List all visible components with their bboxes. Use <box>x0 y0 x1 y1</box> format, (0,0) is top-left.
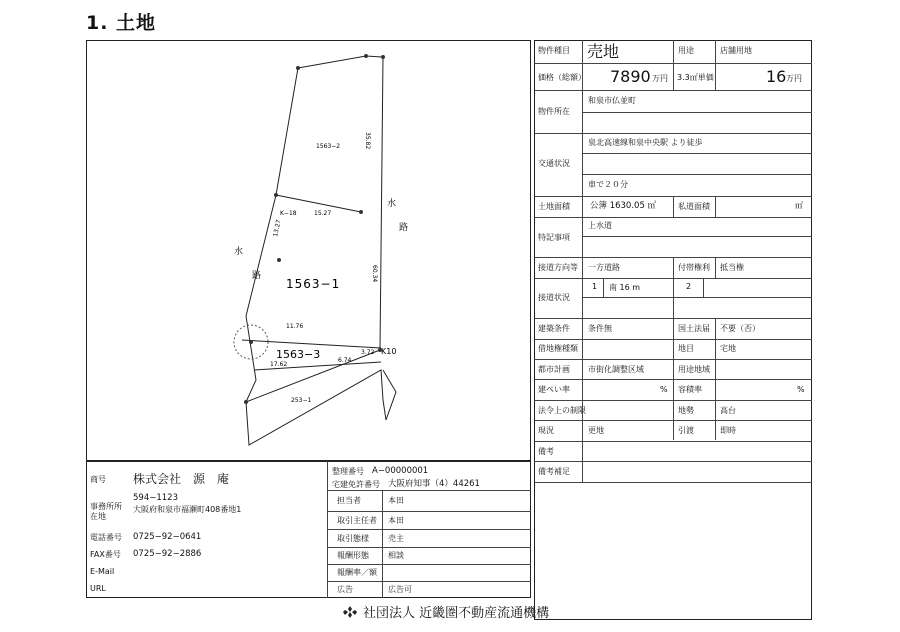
rep-label: 担当者 <box>337 496 361 505</box>
tel-value: 0725−92−0641 <box>133 532 202 542</box>
chief-label: 取引主任者 <box>337 516 377 525</box>
supp-rights-value: 抵当権 <box>720 263 744 272</box>
notes-label: 特記事項 <box>538 233 570 242</box>
dim-mid-3: 6.74 <box>338 357 352 364</box>
transport-line1: 泉北高速線和泉中央駅 より徒歩 <box>588 138 703 147</box>
road-status-label: 接道状況 <box>538 293 570 302</box>
waterway-left-1: 水 <box>234 247 244 257</box>
dim-side-1: 60.34 <box>371 265 378 283</box>
road-dir-value: 一方道路 <box>588 263 620 272</box>
use-value: 店舗用地 <box>720 46 752 55</box>
city-plan-value: 市街化調整区域 <box>588 365 644 374</box>
building-cond-value: 条件無 <box>588 324 612 333</box>
waterway-right-2: 路 <box>399 223 409 233</box>
fee-form-label: 報酬形態 <box>337 551 369 560</box>
city-plan-label: 都市計画 <box>538 365 570 374</box>
use-label: 用途 <box>678 46 694 55</box>
price-unit: 万円 <box>652 74 668 83</box>
fee-rate-label: 報酬率／額 <box>337 568 377 577</box>
price-label: 価格（総額） <box>538 73 586 82</box>
lot-sub-label: 1563−3 <box>276 348 321 361</box>
land-cat-label: 地目 <box>678 344 694 353</box>
deal-label: 取引態様 <box>337 534 369 543</box>
tsubo-label: 3.3㎡単価 <box>677 73 714 82</box>
remarks2-label: 備考補足 <box>538 467 570 476</box>
type-label: 物件種目 <box>538 46 570 55</box>
fax-value: 0725−92−2886 <box>133 549 202 559</box>
far-unit: % <box>797 385 805 394</box>
dim-side-2: 35.82 <box>364 132 371 150</box>
license-label: 宅建免許番号 <box>332 480 380 489</box>
tsubo-value: 16 <box>766 67 787 86</box>
road-2-no: 2 <box>686 282 692 291</box>
remarks-label: 備考 <box>538 447 554 456</box>
footer-org-name: 社団法人 近畿圏不動産流通機構 <box>363 606 550 621</box>
land-rights-label: 借地権種類 <box>538 344 578 353</box>
location-label: 物件所在 <box>538 107 570 116</box>
land-cat-value: 宅地 <box>720 344 736 353</box>
current-label: 現況 <box>538 426 554 435</box>
dim-upper: 15.27 <box>314 210 332 217</box>
private-road-label: 私道面積 <box>678 202 710 211</box>
license-value: 大阪府知事（4）44261 <box>388 479 480 489</box>
reg-no-label: 整理番号 <box>332 467 364 476</box>
handover-label: 引渡 <box>678 426 694 435</box>
access-value: 高台 <box>720 406 736 415</box>
url-label: URL <box>90 584 106 593</box>
price-value: 7890 <box>610 67 651 86</box>
deal-value: 売主 <box>388 534 404 543</box>
bcr-unit: % <box>660 385 668 394</box>
waterway-right-1: 水 <box>387 199 397 209</box>
legal-limit-label: 法令上の制限 <box>538 406 586 415</box>
road-dir-label: 接道方向等 <box>538 263 578 272</box>
type-value: 売地 <box>587 42 620 61</box>
notes-value: 上水道 <box>588 221 612 230</box>
company-name-label: 商号 <box>90 475 106 484</box>
page-title: 1. 土地 <box>86 12 157 34</box>
road-1-no: 1 <box>592 282 598 291</box>
lot-lower-label: 253−1 <box>291 397 312 404</box>
dim-mid-2: 17.62 <box>270 361 288 368</box>
footer <box>343 602 549 621</box>
zoning-label: 用途地域 <box>678 365 710 374</box>
dim-upper-2: 13.27 <box>272 219 283 238</box>
lot-main-label: 1563−1 <box>286 277 341 291</box>
dim-k18: K−18 <box>280 210 297 217</box>
location-value: 和泉市仏並町 <box>588 96 636 105</box>
area-label: 土地面積 <box>538 202 570 211</box>
office-label: 事務所所在地 <box>90 502 122 521</box>
organization-logo-icon <box>343 606 357 618</box>
address: 大阪府和泉市福瀬町408番地1 <box>133 505 242 514</box>
reg-no-value: A−00000001 <box>372 466 429 476</box>
private-road-unit: ㎡ <box>795 201 803 210</box>
handover-value: 即時 <box>720 426 736 435</box>
company-name-value: 株式会社 源 庵 <box>133 472 230 486</box>
waterway-left-2: 路 <box>252 271 262 281</box>
postal-code: 594−1123 <box>133 493 178 503</box>
email-label: E-Mail <box>90 567 115 576</box>
access-label: 地勢 <box>678 406 694 415</box>
transport-label: 交通状況 <box>538 159 570 168</box>
chief-value: 本田 <box>388 516 404 525</box>
transport-line3: 車で２０分 <box>588 180 628 189</box>
area-value: 公簿 1630.05 ㎡ <box>590 201 657 211</box>
building-cond-label: 建築条件 <box>538 324 570 333</box>
land-law-value: 不要（否） <box>720 324 760 333</box>
far-label: 容積率 <box>678 385 702 394</box>
lot-upper-label: 1563−2 <box>316 143 341 150</box>
ad-value: 広告可 <box>388 585 412 594</box>
tel-label: 電話番号 <box>90 533 122 542</box>
dim-mid-4: 3.72 <box>361 349 375 356</box>
land-plan-drawing <box>86 40 531 461</box>
fee-form-value: 相談 <box>388 551 404 560</box>
land-law-label: 国土法届 <box>678 324 710 333</box>
supp-rights-label: 付帯権利 <box>678 263 710 272</box>
current-value: 更地 <box>588 426 604 435</box>
dim-k10: K10 <box>381 347 397 356</box>
tsubo-unit: 万円 <box>786 74 802 83</box>
fax-label: FAX番号 <box>90 550 121 559</box>
bcr-label: 建ぺい率 <box>538 385 570 394</box>
ad-label: 広告 <box>337 585 353 594</box>
dim-mid-1: 11.76 <box>286 323 304 330</box>
road-1-value: 南 16 m <box>609 283 641 292</box>
rep-value: 本田 <box>388 496 404 505</box>
